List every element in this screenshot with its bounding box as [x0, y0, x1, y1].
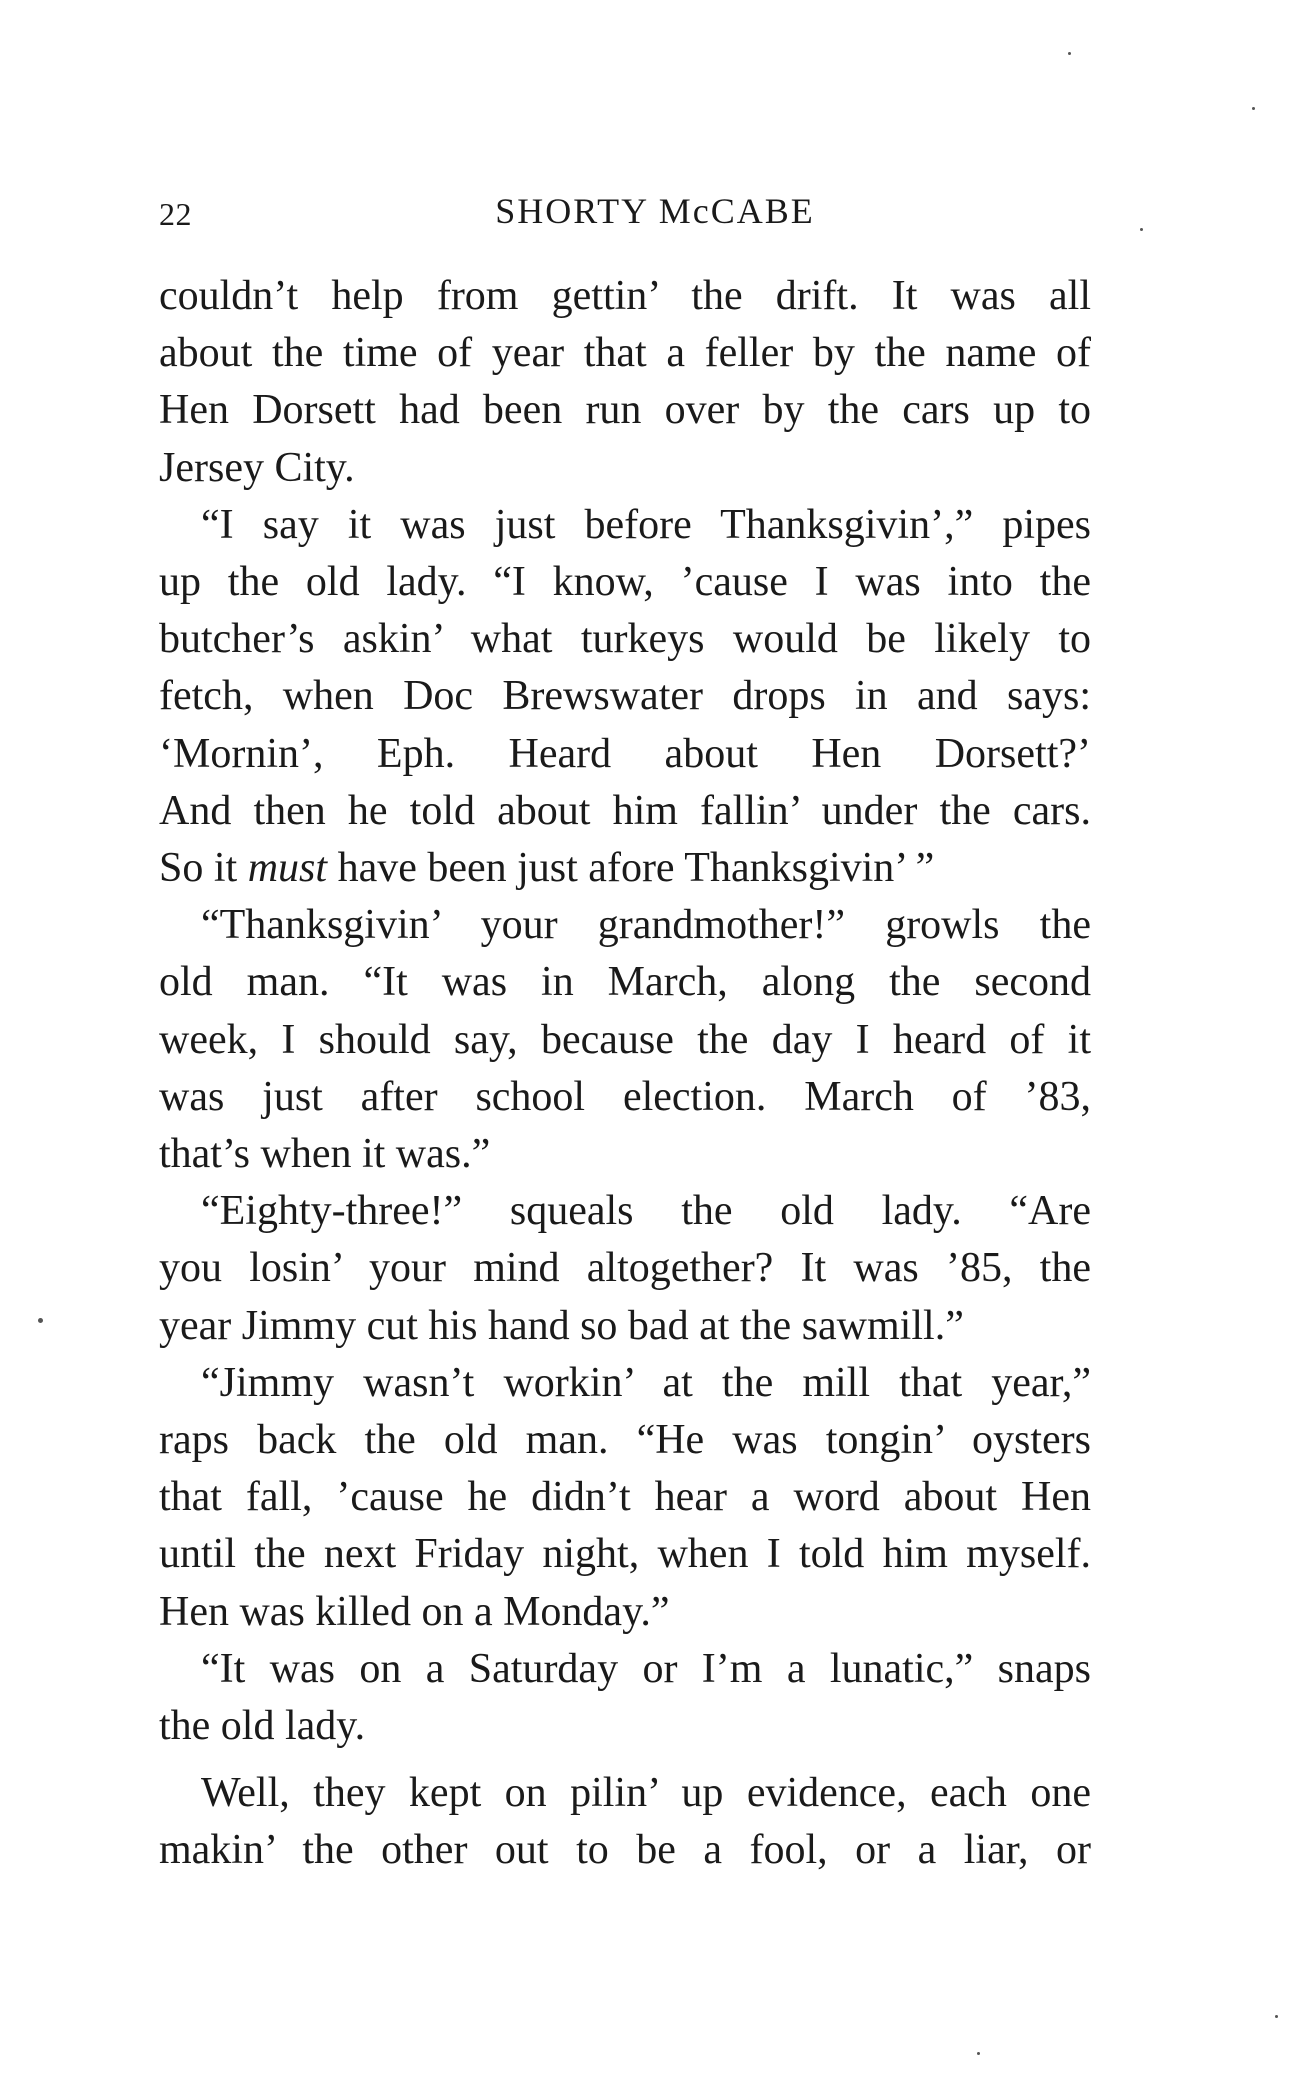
scan-speck: [977, 2052, 980, 2055]
paragraph: [159, 497, 1091, 897]
text-line: Hen was killed on a Monday.”: [159, 1588, 670, 1635]
page-number: 22: [159, 196, 192, 232]
text-line: couldn’t help from gettin’ the drift. It was all: [159, 273, 1091, 319]
text-line: about the time of year that a feller by the name of: [159, 330, 1091, 377]
text-line: the old lady.: [159, 1703, 366, 1750]
text-line: Jersey City.: [159, 444, 355, 491]
emphasis-text: must: [247, 845, 328, 892]
text-line: week, I should say, because the day I heard of it: [159, 1016, 1091, 1063]
text-line: until the next Friday night, when I told him myself.: [159, 1531, 1091, 1578]
text-line: “It was on a Saturday or I’m a lunatic,” snaps: [201, 1645, 1091, 1692]
scan-speck: [38, 1318, 43, 1323]
text-line: that’s when it was.”: [159, 1131, 491, 1178]
paragraph: [159, 897, 1091, 1183]
text-line: “Jimmy wasn’t workin’ at the mill that year,”: [201, 1359, 1091, 1406]
text-line: that fall, ’cause he didn’t hear a word about Hen: [159, 1474, 1091, 1521]
text-line: Well, they kept on pilin’ up evidence, each one: [201, 1770, 1091, 1817]
text-line: old man. “It was in March, along the second: [159, 959, 1091, 1006]
paragraph: [159, 1183, 1091, 1355]
scan-speck: [1252, 107, 1255, 110]
scan-speck: [1068, 52, 1071, 55]
text-line: raps back the old man. “He was tongin’ oysters: [159, 1417, 1091, 1464]
text-line: up the old lady. “I know, ’cause I was into the: [159, 559, 1091, 606]
page-header: [159, 190, 1091, 240]
text-run: have been just afore Thanksgivin’ ”: [327, 845, 935, 892]
text-line: was just after school election. March of ’83,: [159, 1073, 1091, 1120]
text-line: And then he told about him fallin’ under the cars.: [159, 787, 1091, 834]
scan-speck: [1140, 228, 1143, 231]
text-line: butcher’s askin’ what turkeys would be likely to: [159, 616, 1091, 663]
text-line: fetch, when Doc Brewswater drops in and says:: [159, 673, 1091, 720]
text-line: “Thanksgivin’ your grandmother!” growls the: [201, 902, 1091, 949]
text-line: Hen Dorsett had been run over by the cars up to: [159, 387, 1091, 434]
text-line: makin’ the other out to be a fool, or a liar, or: [159, 1827, 1091, 1874]
text-line: “I say it was just before Thanksgivin’,” pipes: [201, 501, 1091, 548]
body-text: [159, 268, 1091, 1880]
text-line: “Eighty-three!” squeals the old lady. “Are: [201, 1188, 1091, 1235]
text-line: year Jimmy cut his hand so bad at the sawmill.”: [159, 1302, 964, 1349]
paragraph: [159, 1765, 1091, 1879]
text-line: [159, 840, 1091, 897]
text-line: ‘Mornin’, Eph. Heard about Hen Dorsett?’: [159, 730, 1091, 777]
scan-speck: [1275, 2015, 1278, 2018]
text-line: you losin’ your mind altogether? It was ’85, the: [159, 1245, 1091, 1292]
paragraph: [159, 1355, 1091, 1641]
running-head: SHORTY McCABE: [495, 191, 815, 231]
paragraph: [159, 1641, 1091, 1755]
text-run: So it: [159, 845, 248, 892]
paragraph: [159, 268, 1091, 497]
